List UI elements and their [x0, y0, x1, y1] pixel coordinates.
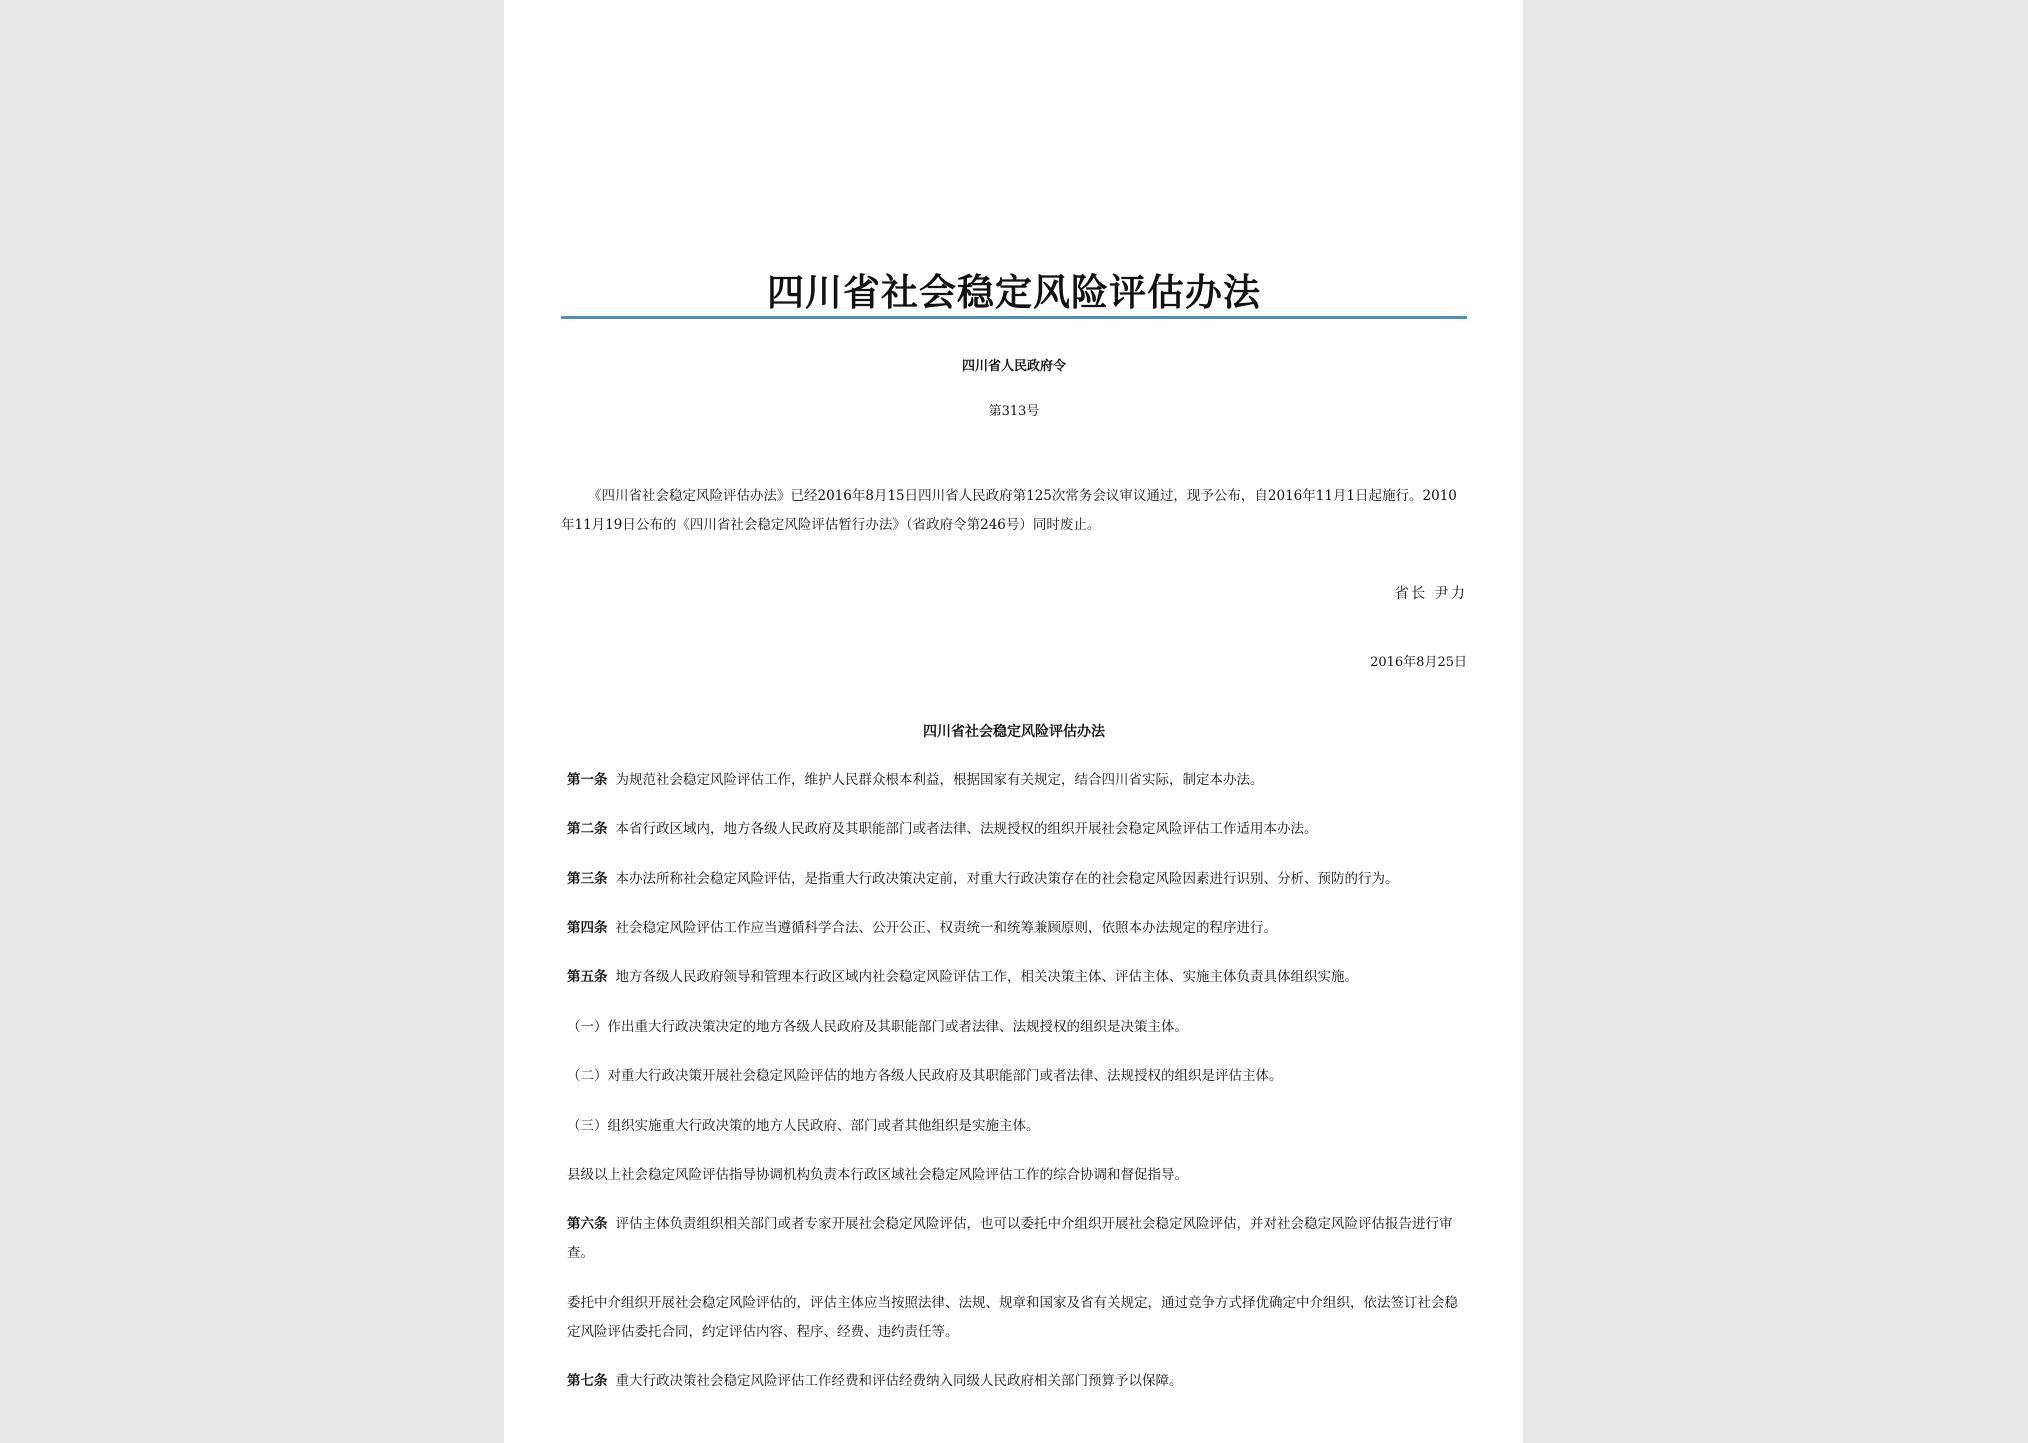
clause-text: （一）作出重大行政决策决定的地方各级人民政府及其职能部门或者法律、法规授权的组织是决策主体。	[567, 1019, 1188, 1035]
article-paragraph	[561, 963, 1467, 992]
clause-paragraph	[561, 1161, 1467, 1190]
preamble-paragraph: 《四川省社会稳定风险评估办法》已经2016年8月15日四川省人民政府第125次常务会议审议通过，现予公布，自2016年11月1日起施行。2010年11月19日公布的《四川省社会稳定风险评估暂行办法》（省政府令第246号）同时废止。	[561, 488, 1457, 533]
clause-text: 县级以上社会稳定风险评估指导协调机构负责本行政区域社会稳定风险评估工作的综合协调和督促指导。	[567, 1167, 1188, 1183]
clause-paragraph	[561, 1289, 1467, 1347]
article-number: 第二条	[567, 821, 608, 837]
clause-text: （三）组织实施重大行政决策的地方人民政府、部门或者其他组织是实施主体。	[567, 1118, 1040, 1134]
article-text: 本办法所称社会稳定风险评估，是指重大行政决策决定前，对重大行政决策存在的社会稳定风险因素进行识别、分析、预防的行为。	[615, 871, 1399, 887]
article-paragraph	[561, 914, 1467, 943]
article-text: 评估主体负责组织相关部门或者专家开展社会稳定风险评估，也可以委托中介组织开展社会稳定风险评估，并对社会稳定风险评估报告进行审查。	[567, 1216, 1453, 1261]
article-text: 本省行政区域内，地方各级人民政府及其职能部门或者法律、法规授权的组织开展社会稳定风险评估工作适用本办法。	[615, 821, 1318, 837]
article-text: 地方各级人民政府领导和管理本行政区域内社会稳定风险评估工作，相关决策主体、评估主体、实施主体负责具体组织实施。	[615, 969, 1358, 985]
article-text: 为规范社会稳定风险评估工作，维护人民群众根本利益，根据国家有关规定，结合四川省实际，制定本办法。	[615, 772, 1264, 788]
article-number: 第七条	[567, 1373, 608, 1389]
clause-text: （二）对重大行政决策开展社会稳定风险评估的地方各级人民政府及其职能部门或者法律、法规授权的组织是评估主体。	[567, 1068, 1283, 1084]
article-text: 社会稳定风险评估工作应当遵循科学合法、公开公正、权责统一和统筹兼顾原则，依照本办法规定的程序进行。	[615, 920, 1277, 936]
article-number: 第一条	[567, 772, 608, 788]
article-paragraph	[561, 1210, 1467, 1268]
article-paragraph	[561, 766, 1467, 795]
article-paragraph	[561, 865, 1467, 894]
document-page	[504, 0, 1523, 1443]
clause-text: 委托中介组织开展社会稳定风险评估的，评估主体应当按照法律、法规、规章和国家及省有关规定，通过竞争方式择优确定中介组织，依法签订社会稳定风险评估委托合同，约定评估内容、程序、经费、违约责任等。	[567, 1295, 1458, 1340]
clause-paragraph	[561, 1013, 1467, 1042]
clause-paragraph	[561, 1112, 1467, 1141]
article-paragraph	[561, 815, 1467, 844]
clause-paragraph	[561, 1062, 1467, 1091]
title-divider	[561, 316, 1467, 319]
article-number: 第四条	[567, 920, 608, 936]
issuer-line: 四川省人民政府令	[961, 359, 1066, 374]
article-text: 重大行政决策社会稳定风险评估工作经费和评估经费纳入同级人民政府相关部门预算予以保障。	[615, 1373, 1183, 1389]
signer: 省长 尹力	[1394, 586, 1467, 602]
article-number: 第六条	[567, 1216, 608, 1232]
document-subtitle: 四川省社会稳定风险评估办法	[923, 724, 1105, 740]
article-number: 第三条	[567, 871, 608, 887]
article-paragraph	[561, 1367, 1467, 1396]
article-number: 第五条	[567, 969, 608, 985]
order-number: 第313号	[988, 404, 1040, 419]
sign-date: 2016年8月25日	[1370, 655, 1467, 670]
document-title: 四川省社会稳定风险评估办法	[767, 270, 1261, 314]
